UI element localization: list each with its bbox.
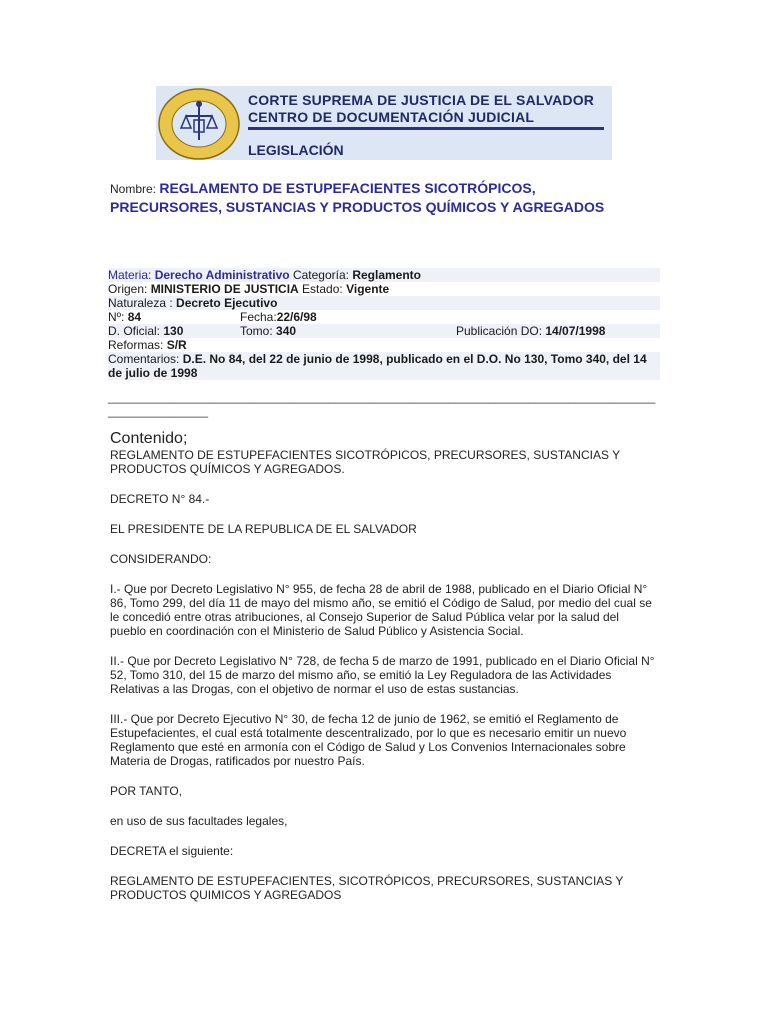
paragraph: en uso de sus facultades legales,	[110, 814, 288, 828]
comentarios-value: D.E. No 84, del 22 de junio de 1998, publicado en el D.O. No 130, Tomo 340, del 14 de julio de 1998	[108, 352, 647, 380]
center-name: CENTRO DE DOCUMENTACIÓN JUDICIAL	[248, 109, 535, 125]
paragraph: I.- Que por Decreto Legislativo N° 955, de fecha 28 de abril de 1988, publicado en el Diario Oficial N° 86, Tomo 299, del día 11 de mayo del mismo año, se emitió el Código de Salud, por medio del cual se le concedió entre otras atribuciones, al Consejo Superior de Salud Pública velar por la salud del pueblo en coordinación con el Ministerio de Salud Público y Asistencia Social.	[110, 582, 652, 638]
section-title: LEGISLACIÓN	[248, 142, 344, 158]
materia-row: Materia: Derecho Administrativo Categoría: Reglamento	[108, 268, 660, 282]
court-name: CORTE SUPREMA DE JUSTICIA DE EL SALVADOR	[248, 92, 595, 108]
numero-value: 84	[127, 310, 142, 324]
court-seal-icon	[156, 86, 242, 160]
comentarios-row: Comentarios: D.E. No 84, del 22 de junio de 1998, publicado en el D.O. No 130, Tomo 340, del 14 de julio de 1998	[108, 352, 660, 380]
content-body	[110, 448, 658, 918]
fecha-value: 22/6/98	[276, 310, 317, 324]
fecha-field: Fecha:22/6/98	[240, 310, 317, 324]
banner-divider	[248, 127, 604, 130]
naturaleza-value: Decreto Ejecutivo	[176, 296, 278, 310]
separator-line: _________________________________________________________________________________________________	[108, 390, 656, 418]
publicacion-value: 14/07/1998	[545, 324, 606, 338]
paragraph: EL PRESIDENTE DE LA REPUBLICA DE EL SALVADOR	[110, 522, 417, 536]
reformas-row: Reformas: S/R	[108, 338, 187, 352]
origen-row: Origen: MINISTERIO DE JUSTICIA Estado: Vigente	[108, 282, 390, 296]
publicacion-field: Publicación DO: 14/07/1998	[456, 324, 606, 338]
naturaleza-row: Naturaleza : Decreto Ejecutivo	[108, 296, 660, 310]
categoria-value: Reglamento	[352, 268, 421, 282]
content-heading: Contenido;	[110, 430, 188, 447]
materia-value: Derecho Administrativo	[154, 268, 290, 282]
oficial-row: D. Oficial: 130 Tomo: 340 Publicación DO: 14/07/1998	[108, 324, 660, 338]
paragraph: II.- Que por Decreto Legislativo N° 728, de fecha 5 de marzo de 1991, publicado en el Diario Oficial N° 52, Tomo 310, del 15 de marzo del mismo año, se emitió la Ley Reguladora de las Actividades Relativas a las Drogas, con el objetivo de normar el uso de estas sustancias.	[110, 654, 655, 696]
tomo-value: 340	[276, 324, 297, 338]
nombre-label: Nombre:	[110, 182, 160, 196]
paragraph: REGLAMENTO DE ESTUPEFACIENTES SICOTRÓPICOS, PRECURSORES, SUSTANCIAS Y PRODUCTOS QUÍMICOS Y AGREGADOS.	[110, 448, 620, 476]
origen-value: MINISTERIO DE JUSTICIA	[150, 282, 299, 296]
estado-value: Vigente	[346, 282, 390, 296]
tomo-field: Tomo: 340	[240, 324, 297, 338]
paragraph: POR TANTO,	[110, 784, 183, 798]
metadata-block	[108, 268, 660, 380]
document-name	[110, 179, 650, 216]
paragraph: CONSIDERANDO:	[110, 552, 212, 566]
paragraph: REGLAMENTO DE ESTUPEFACIENTES, SICOTRÓPICOS, PRECURSORES, SUSTANCIAS Y PRODUCTOS QUIMICOS Y AGREGADOS	[110, 874, 624, 902]
paragraph: DECRETO N° 84.-	[110, 492, 210, 506]
paragraph: III.- Que por Decreto Ejecutivo N° 30, de fecha 12 de junio de 1962, se emitió el Reglamento de Estupefacientes, el cual está totalmente descentralizado, por lo que es necesario emitir un nuevo Reglamento que esté en armonía con el Código de Salud y Los Convenios Internacionales sobre Materia de Drogas, ratificados por nuestro País.	[110, 712, 627, 768]
nombre-value: REGLAMENTO DE ESTUPEFACIENTES SICOTRÓPICOS, PRECURSORES, SUSTANCIAS Y PRODUCTOS QUÍMICOS Y AGREGADOS	[110, 180, 605, 215]
reformas-value: S/R	[166, 338, 187, 352]
oficial-value: 130	[163, 324, 184, 338]
numero-row: Nº: 84 Fecha:22/6/98	[108, 310, 317, 324]
paragraph: DECRETA el siguiente:	[110, 844, 234, 858]
